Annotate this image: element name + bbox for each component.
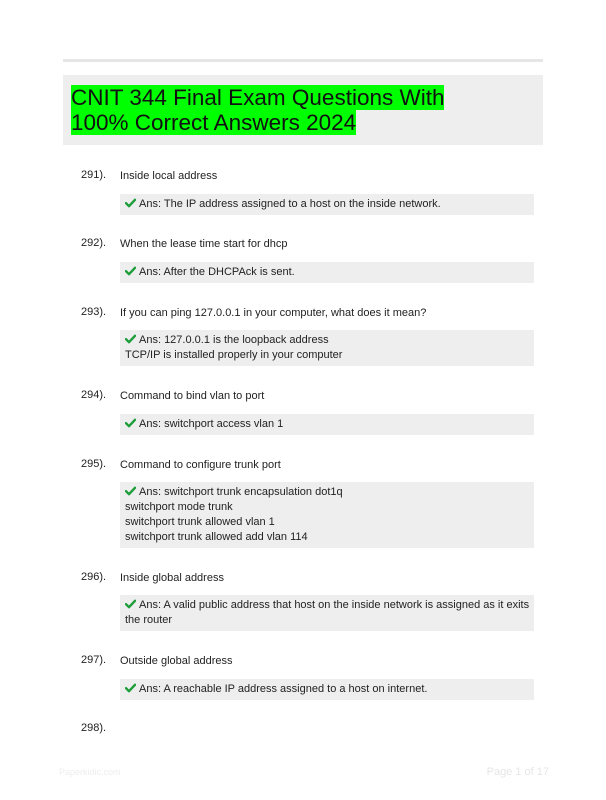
question-text: When the lease time start for dhcp	[120, 238, 288, 250]
answer-box	[120, 194, 534, 215]
page-indicator: Page 1 of 17	[486, 766, 549, 778]
answer-box	[120, 414, 534, 435]
question-number: 291).	[81, 169, 107, 181]
answer-box	[120, 679, 534, 700]
answer-box	[120, 262, 534, 283]
answer-text: TCP/IP is installed properly in your computer	[125, 349, 343, 361]
answer-text: Ans: A valid public address that host on the inside network is assigned as it exits	[139, 599, 530, 611]
question-text: Inside local address	[120, 170, 218, 182]
question-number: 298).	[81, 722, 107, 734]
question-number: 294).	[81, 389, 107, 401]
question-text: Command to configure trunk port	[120, 459, 281, 471]
checkmark-icon	[125, 266, 136, 276]
checkmark-icon	[125, 198, 136, 208]
question-text: If you can ping 127.0.0.1 in your computer, what does it mean?	[120, 307, 427, 319]
footer-watermark: Paperkidic.com	[59, 767, 121, 777]
answer-text: Ans: After the DHCPAck is sent.	[139, 266, 295, 278]
answer-text: Ans: switchport access vlan 1	[139, 418, 284, 430]
checkmark-icon	[125, 599, 136, 609]
question-text: Outside global address	[120, 655, 233, 667]
answer-text: Ans: switchport trunk encapsulation dot1q	[139, 486, 343, 498]
question-number: 297).	[81, 654, 107, 666]
answer-text: switchport trunk allowed vlan 1	[125, 516, 275, 528]
checkmark-icon	[125, 334, 136, 344]
answer-text: the router	[125, 614, 173, 626]
question-text: Command to bind vlan to port	[120, 390, 265, 402]
question-number: 296).	[81, 571, 107, 583]
checkmark-icon	[125, 683, 136, 693]
answer-text: Ans: 127.0.0.1 is the loopback address	[139, 334, 329, 346]
question-text: Inside global address	[120, 572, 224, 584]
question-number: 293).	[81, 306, 107, 318]
top-divider	[63, 59, 543, 62]
answer-text: switchport trunk allowed add vlan 114	[125, 531, 308, 543]
checkmark-icon	[125, 418, 136, 428]
title-banner	[63, 75, 543, 145]
answer-text: Ans: The IP address assigned to a host on the inside network.	[139, 198, 441, 210]
question-number: 292).	[81, 237, 107, 249]
answer-box	[120, 482, 534, 548]
answer-box	[120, 330, 534, 366]
answer-text: switchport mode trunk	[125, 501, 233, 513]
answer-text: Ans: A reachable IP address assigned to a host on internet.	[139, 683, 428, 695]
checkmark-icon	[125, 486, 136, 496]
answer-box	[120, 595, 534, 631]
question-number: 295).	[81, 458, 107, 470]
page-title: CNIT 344 Final Exam Questions With 100% Correct Answers 2024	[71, 85, 445, 135]
